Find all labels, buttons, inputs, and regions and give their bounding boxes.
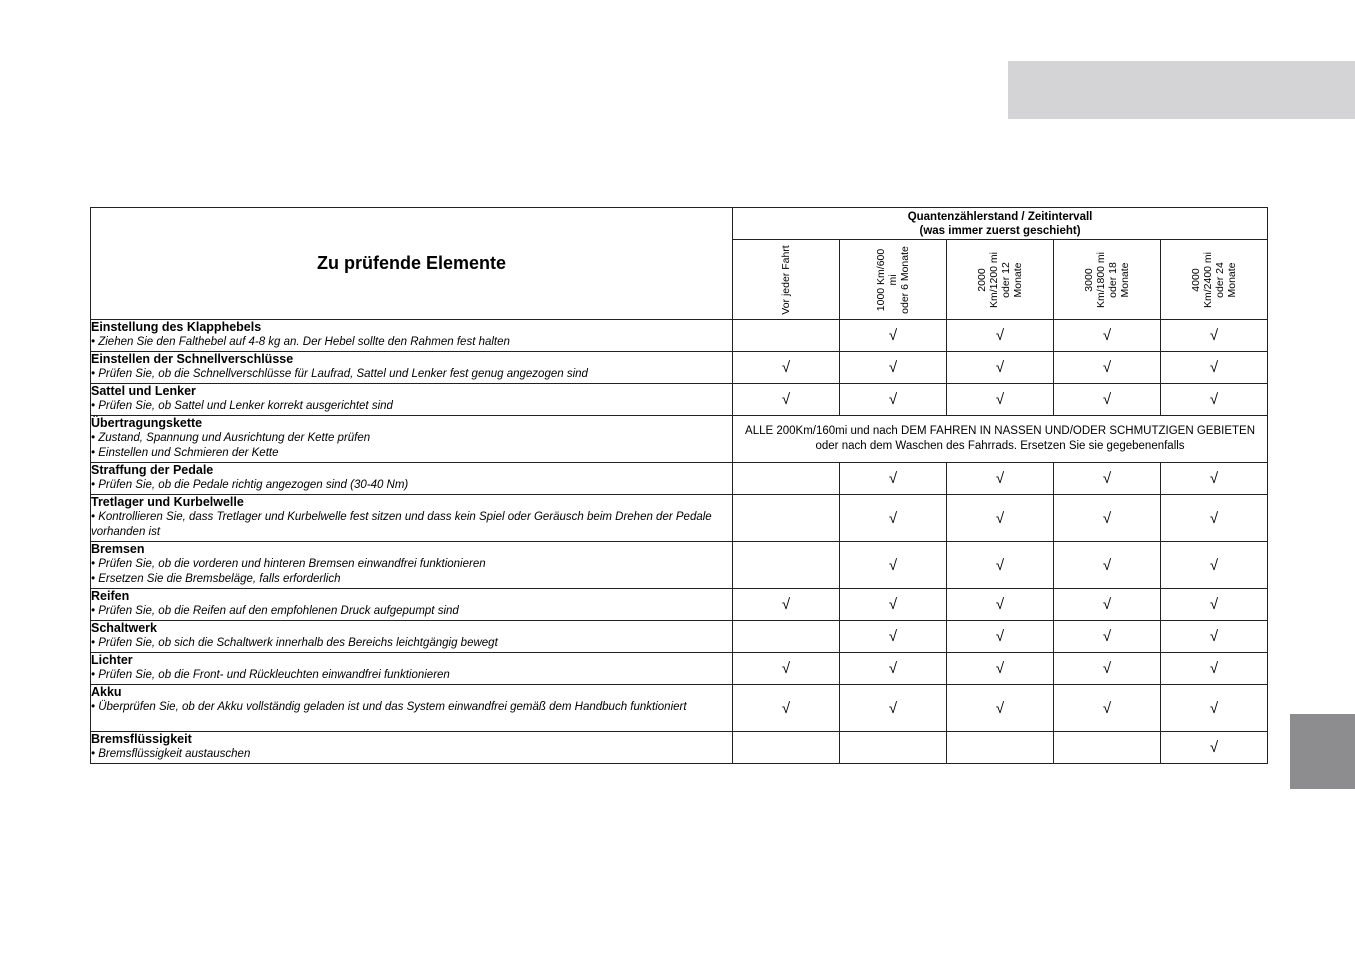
check-mark: √ (1161, 542, 1268, 589)
check-mark: √ (1161, 621, 1268, 653)
table-row (91, 621, 1268, 653)
check-mark: √ (1054, 542, 1161, 589)
item-cell (91, 542, 733, 589)
empty-cell (840, 732, 947, 764)
empty-cell (733, 320, 840, 352)
check-mark: √ (947, 495, 1054, 542)
check-mark: √ (840, 589, 947, 621)
check-mark: √ (840, 384, 947, 416)
item-cell (91, 621, 733, 653)
item-cell (91, 653, 733, 685)
check-mark: √ (733, 653, 840, 685)
interval-label: oder 18 (1107, 261, 1119, 298)
item-cell (91, 416, 733, 463)
empty-cell (733, 495, 840, 542)
item-title: Bremsflüssigkeit (91, 732, 192, 746)
item-title: Schaltwerk (91, 621, 158, 635)
check-mark: √ (1054, 589, 1161, 621)
check-mark: √ (1161, 463, 1268, 495)
item-title: Akku (91, 685, 122, 699)
interval-header-3 (1054, 240, 1161, 320)
page-tab-top (1008, 61, 1355, 119)
check-mark: √ (733, 685, 840, 732)
item-cell (91, 463, 733, 495)
item-title: Sattel und Lenker (91, 384, 196, 398)
item-title: Straffung der Pedale (91, 463, 214, 477)
check-mark: √ (1054, 352, 1161, 384)
item-note: • Bremsflüssigkeit austauschen (91, 748, 251, 760)
item-note: • Prüfen Sie, ob die Reifen auf den empfohlenen Druck aufgepumpt sind (91, 605, 459, 617)
check-mark: √ (1161, 384, 1268, 416)
check-mark: √ (733, 589, 840, 621)
check-mark: √ (947, 589, 1054, 621)
check-mark: √ (840, 463, 947, 495)
check-mark: √ (733, 352, 840, 384)
item-title: Lichter (91, 653, 133, 667)
table-row (91, 384, 1268, 416)
item-note: • Prüfen Sie, ob die Front- und Rückleuchten einwandfrei funktionieren (91, 669, 450, 681)
page-tab-side (1290, 714, 1355, 789)
item-note: • Einstellen und Schmieren der Kette (91, 446, 279, 459)
check-mark: √ (1054, 621, 1161, 653)
check-mark: √ (947, 352, 1054, 384)
interval-label: Monate (1012, 261, 1024, 298)
check-mark: √ (1161, 685, 1268, 732)
item-title: Bremsen (91, 542, 145, 556)
interval-header-2 (947, 240, 1054, 320)
table-row (91, 732, 1268, 764)
item-cell (91, 589, 733, 621)
item-cell (91, 384, 733, 416)
item-note: • Ersetzen Sie die Bremsbeläge, falls erforderlich (91, 572, 341, 585)
item-note: • Ziehen Sie den Falthebel auf 4-8 kg an. Der Hebel sollte den Rahmen fest halten (91, 336, 510, 348)
item-note: • Prüfen Sie, ob die Pedale richtig angezogen sind (30-40 Nm) (91, 479, 409, 491)
interval-label: 4000 (1190, 267, 1203, 292)
check-mark: √ (1161, 320, 1268, 352)
check-mark: √ (1161, 732, 1268, 764)
item-note: • Zustand, Spannung und Ausrichtung der Kette prüfen (91, 432, 371, 444)
item-note: • Prüfen Sie, ob sich die Schaltwerk innerhalb des Bereichs leichtgängig bewegt (91, 637, 498, 649)
check-mark: √ (840, 320, 947, 352)
empty-cell (733, 542, 840, 589)
check-mark: √ (1161, 352, 1268, 384)
interval-label: 3000 (1083, 267, 1095, 292)
check-mark: √ (947, 320, 1054, 352)
interval-label: Monate (1119, 261, 1131, 298)
check-mark: √ (1054, 384, 1161, 416)
item-cell (91, 352, 733, 384)
check-mark: √ (733, 384, 840, 416)
interval-group-subtitle: (was immer zuerst geschieht) (919, 224, 1081, 237)
check-mark: √ (1161, 495, 1268, 542)
interval-label: Km/2400 mi (1202, 251, 1215, 308)
interval-header-0 (733, 240, 840, 320)
item-note: • Überprüfen Sie, ob der Akku vollständig geladen ist und das System einwandfrei gemäß dem Handbuch funktioniert (91, 701, 687, 713)
interval-label: Vor jeder Fahrt (780, 244, 792, 315)
interval-label: 2000 (976, 267, 988, 292)
table-row (91, 542, 1268, 589)
item-title: Tretlager und Kurbelwelle (91, 495, 244, 509)
item-note: • Kontrollieren Sie, dass Tretlager und Kurbelwelle fest sitzen und dass kein Spiel oder Geräusch beim Drehen der Pedale vorhanden ist (91, 511, 712, 538)
table-row (91, 320, 1268, 352)
interval-span-note: ALLE 200Km/160mi und nach DEM FAHREN IN NASSEN UND/ODER SCHMUTZIGEN GEBIETEN oder nach dem Waschen des Fahrrads. Ersetzen Sie sie gegebenenfalls (733, 416, 1268, 463)
table-row (91, 463, 1268, 495)
interval-header-1 (840, 240, 947, 320)
check-mark: √ (840, 542, 947, 589)
interval-label: oder 12 (1000, 261, 1012, 298)
table-row (91, 685, 1268, 732)
item-note: • Prüfen Sie, ob Sattel und Lenker korrekt ausgerichtet sind (91, 400, 393, 412)
item-column-header: Zu prüfende Elemente (91, 208, 733, 320)
item-cell (91, 732, 733, 764)
item-title: Einstellung des Klapphebels (91, 320, 262, 334)
interval-label: Monate (1226, 261, 1239, 298)
empty-cell (733, 732, 840, 764)
interval-label: oder 24 (1214, 261, 1227, 298)
check-mark: √ (840, 685, 947, 732)
check-mark: √ (840, 621, 947, 653)
table-row (91, 589, 1268, 621)
item-title: Einstellen der Schnellverschlüsse (91, 352, 294, 366)
check-mark: √ (947, 653, 1054, 685)
check-mark: √ (947, 542, 1054, 589)
check-mark: √ (840, 495, 947, 542)
interval-label: oder 6 Monate (899, 245, 911, 314)
check-mark: √ (1054, 463, 1161, 495)
empty-cell (1054, 732, 1161, 764)
item-note: • Prüfen Sie, ob die Schnellverschlüsse für Laufrad, Sattel und Lenker fest genug angezogen sind (91, 368, 588, 380)
item-cell (91, 320, 733, 352)
empty-cell (947, 732, 1054, 764)
maintenance-table (90, 207, 1268, 764)
maintenance-rows (91, 320, 1268, 764)
interval-label: Km/1200 mi (988, 251, 1000, 308)
check-mark: √ (1054, 685, 1161, 732)
check-mark: √ (1054, 320, 1161, 352)
check-mark: √ (1054, 495, 1161, 542)
table-row (91, 653, 1268, 685)
interval-header-4 (1161, 240, 1268, 320)
check-mark: √ (840, 653, 947, 685)
table-row (91, 352, 1268, 384)
check-mark: √ (1161, 653, 1268, 685)
item-cell (91, 685, 733, 732)
interval-label: 1000 Km/600 (875, 248, 887, 311)
check-mark: √ (1161, 589, 1268, 621)
check-mark: √ (947, 384, 1054, 416)
check-mark: √ (840, 352, 947, 384)
empty-cell (733, 463, 840, 495)
empty-cell (733, 621, 840, 653)
interval-group-title: Quantenzählerstand / Zeitintervall (907, 210, 1093, 223)
table-row (91, 416, 1268, 463)
interval-label: mi (887, 273, 899, 286)
table-row (91, 495, 1268, 542)
check-mark: √ (947, 685, 1054, 732)
check-mark: √ (1054, 653, 1161, 685)
check-mark: √ (947, 463, 1054, 495)
interval-group-header (733, 208, 1268, 240)
item-note: • Prüfen Sie, ob die vorderen und hinteren Bremsen einwandfrei funktionieren (91, 558, 486, 570)
interval-label: Km/1800 mi (1095, 251, 1107, 308)
item-cell (91, 495, 733, 542)
item-title: Reifen (91, 589, 130, 603)
item-title: Übertragungskette (91, 416, 203, 430)
check-mark: √ (947, 621, 1054, 653)
